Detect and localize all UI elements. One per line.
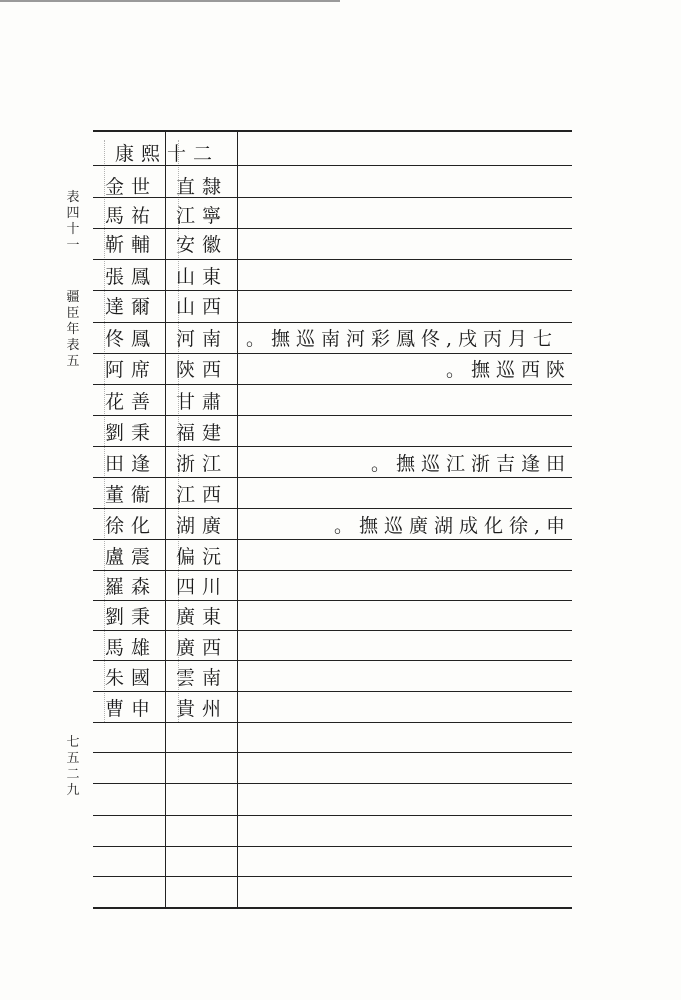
scan-edge-line xyxy=(0,0,340,2)
table-rule-line xyxy=(93,508,572,509)
province-name: 浙江 xyxy=(175,452,228,475)
province-name: 雲南 xyxy=(175,666,228,689)
province-name: 河南 xyxy=(175,327,228,350)
table-rule-line xyxy=(93,290,572,291)
table-rule-line xyxy=(93,907,572,909)
table-header-title: 康熙十二 xyxy=(114,142,219,165)
table-rule-line xyxy=(93,722,572,723)
governor-name: 金世 xyxy=(104,175,157,198)
table-rule-line xyxy=(93,384,572,385)
column-divider-1 xyxy=(165,130,166,908)
table-rule-line xyxy=(93,130,572,132)
appointment-entry: 陝西巡撫。 xyxy=(445,358,571,381)
province-name: 安徽 xyxy=(175,233,228,256)
appointment-entry: 七月丙戌,佟鳳彩河南巡撫。 xyxy=(246,327,559,350)
province-name: 山東 xyxy=(175,265,228,288)
appointment-entry: 申,徐化成湖廣巡撫。 xyxy=(333,514,571,537)
table-rule-line xyxy=(93,630,572,631)
province-name: 四川 xyxy=(175,575,228,598)
province-name: 偏沅 xyxy=(175,545,228,568)
governor-name: 田逢 xyxy=(104,452,157,475)
table-rule-line xyxy=(93,600,572,601)
governor-name: 佟鳳 xyxy=(104,327,157,350)
table-rule-line xyxy=(93,846,572,847)
governor-name: 羅森 xyxy=(104,575,157,598)
governor-name: 盧震 xyxy=(104,545,157,568)
table-rule-line xyxy=(93,752,572,753)
governor-name: 董衞 xyxy=(104,483,157,506)
table-rule-line xyxy=(93,477,572,478)
table-rule-line xyxy=(93,570,572,571)
province-name: 江寧 xyxy=(175,204,228,227)
province-name: 湖廣 xyxy=(175,514,228,537)
province-name: 陝西 xyxy=(175,358,228,381)
table-rule-line xyxy=(93,815,572,816)
appointment-entry: 田逢吉浙江巡撫。 xyxy=(370,452,571,475)
province-name: 貴州 xyxy=(175,697,228,720)
governor-name: 曹申 xyxy=(104,697,157,720)
side-book-label: 疆臣年表五 xyxy=(66,290,80,369)
governor-name: 阿席 xyxy=(104,358,157,381)
province-name: 廣東 xyxy=(175,605,228,628)
table-rule-line xyxy=(93,876,572,877)
governor-name: 徐化 xyxy=(104,514,157,537)
province-name: 江西 xyxy=(175,483,228,506)
table-rule-line xyxy=(93,446,572,447)
governor-name: 劉秉 xyxy=(104,421,157,444)
governor-name: 張鳳 xyxy=(104,265,157,288)
table-rule-line xyxy=(93,228,572,229)
table-rule-line xyxy=(93,691,572,692)
table-rule-line xyxy=(93,660,572,661)
governor-name: 花善 xyxy=(104,390,157,413)
province-name: 甘肅 xyxy=(175,390,228,413)
table-rule-line xyxy=(93,415,572,416)
side-chapter-label: 表四十一 xyxy=(66,190,80,253)
province-name: 直隸 xyxy=(175,175,228,198)
province-name: 福建 xyxy=(175,421,228,444)
governor-name: 靳輔 xyxy=(104,233,157,256)
governor-name: 劉秉 xyxy=(104,605,157,628)
governor-name: 朱國 xyxy=(104,666,157,689)
side-page-number: 七五二九 xyxy=(66,735,80,798)
governor-name: 馬祐 xyxy=(104,204,157,227)
column-divider-2 xyxy=(237,130,238,908)
table-rule-line xyxy=(93,783,572,784)
province-name: 山西 xyxy=(175,295,228,318)
governor-name: 達爾 xyxy=(104,295,157,318)
table-rule-line xyxy=(93,539,572,540)
province-name: 廣西 xyxy=(175,636,228,659)
table-rule-line xyxy=(93,259,572,260)
governor-name: 馬雄 xyxy=(104,636,157,659)
